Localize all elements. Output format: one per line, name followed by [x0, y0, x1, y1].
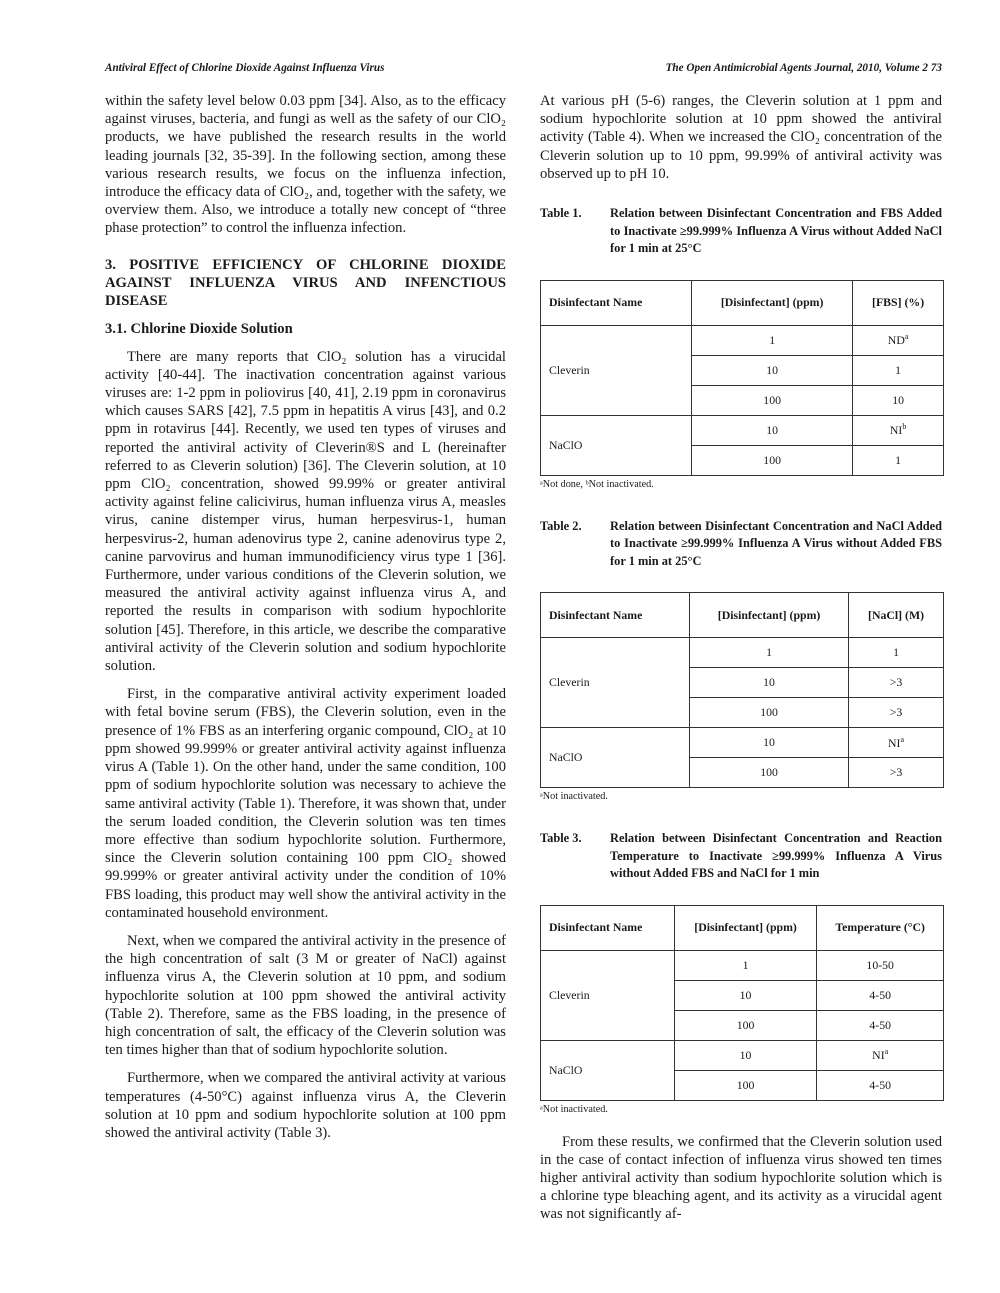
value-cell: 10-50 — [817, 950, 944, 980]
value-cell: 10 — [853, 385, 944, 415]
value-cell: 4-50 — [817, 980, 944, 1010]
table-row — [541, 1040, 944, 1070]
table-caption-text: Relation between Disinfectant Concentration and Reaction Temperature to Inactivate ≥99.999% Influenza A Virus without Added FBS and NaCl for 1 min — [610, 831, 942, 881]
data-table — [540, 280, 944, 476]
concentration-cell: 1 — [690, 638, 849, 668]
running-header-left: Antiviral Effect of Chlorine Dioxide Against Influenza Virus — [105, 62, 385, 74]
table-label: Table 2. — [540, 518, 582, 533]
paragraph: At various pH (5-6) ranges, the Cleverin solution at 1 ppm and sodium hypochlorite solution at 10 ppm showed the antiviral activity (Table 4). When we increased the ClO₂ concentration of the Cleverin solution up to 10 ppm, 99.99% of antiviral activity was observed up to pH 10. — [540, 93, 942, 182]
subsection-heading: 3.1. Chlorine Dioxide Solution — [105, 320, 293, 337]
paragraph: Next, when we compared the antiviral activity in the presence of the high concentration of salt (3 M or greater of NaCl) against influenza virus A, the Cleverin solution at 10 ppm, and sodium hypochlorite solution at 100 ppm showed the antiviral activity (Table 2). Therefore, same as the FBS loading, in the presence of high concentration of salt, the efficacy of the Cleverin solution was ten times higher than that of sodium hypochlorite solution. — [105, 932, 506, 1059]
concentration-cell: 100 — [692, 385, 853, 415]
table-footnote: ᵃNot inactivated. — [540, 1103, 608, 1115]
paragraph: within the safety level below 0.03 ppm [34]. Also, as to the efficacy against viruses, bacteria, and fungi as well as the safety of our ClO₂ products, we have published the research results in the world leading journals [32, 35-39]. In the following section, among these various research results, we focus on the influenza infection, introduce the efficacy data of ClO₂, and, together with the safety, we overview them. Also, we introduce a totally new concept of “three phase protection” to control the influenza infection. — [105, 93, 506, 237]
disinfectant-name-cell: Cleverin — [541, 950, 675, 1040]
value-cell: >3 — [849, 758, 944, 788]
data-table — [540, 592, 944, 788]
table-caption-text: Relation between Disinfectant Concentration and NaCl Added to Inactivate ≥99.999% Influenza A Virus without Added FBS for 1 min at 25°C — [610, 518, 942, 568]
table-label: Table 1. — [540, 206, 582, 221]
paragraph: There are many reports that ClO₂ solution has a virucidal activity [40-44]. The inactivation concentration against various viruses are: 1-2 ppm in poliovirus [40, 41], 2.19 ppm in coronavirus which causes SARS [42], 7.5 ppm in hepatitis A virus [43], and 0.2 ppm in rotavirus [44]. Recently, we used ten types of viruses and reported the antiviral activity of Cleverin®S and L (hereinafter referred to as Cleverin solution) [36]. The Cleverin solution, at 10 ppm ClO₂ concentration, showed 99.99% or greater antiviral activity against feline calicivirus, human influenza virus A, measles virus, canine distemper virus, human herpesvirus-1, human herpesvirus-2, human adenovirus type 2, canine adenovirus type 2, canine parvovirus and human immunodificiency virus type 1 [36]. Furthermore, under various conditions of the Cleverin solution, we measured the antiviral activity against influenza virus A, and reported the results in comparison with sodium hypochlorite solution [45]. Therefore, in this article, we describe the comparative antiviral activity of the Cleverin solution and sodium hypochlorite solution. — [105, 348, 506, 675]
table-header-row — [541, 593, 944, 638]
value-cell: >3 — [849, 698, 944, 728]
table-caption — [540, 205, 942, 258]
concentration-cell: 100 — [690, 698, 849, 728]
paragraph: From these results, we confirmed that the Cleverin solution used in the case of contact infection of influenza virus showed ten times higher antiviral activity than sodium hypochlorite solution which is a chlorine type bleaching agent, and its activity as a virucidal agent was not significantly af- — [540, 1133, 942, 1223]
running-header-right: The Open Antimicrobial Agents Journal, 2010, Volume 2 73 — [665, 62, 942, 74]
concentration-cell: 100 — [692, 445, 853, 475]
concentration-cell: 1 — [692, 325, 853, 355]
value-cell: $ND^a$ — [853, 325, 944, 355]
table-footnote: ᵃNot inactivated. — [540, 791, 608, 803]
disinfectant-name-cell: NaClO — [541, 1040, 675, 1100]
column-header: Disinfectant Name — [541, 280, 692, 325]
paragraph: Furthermore, when we compared the antiviral activity at various temperatures (4-50°C) against influenza virus A, the Cleverin solution at 10 ppm and sodium hypochlorite solution at 100 ppm showed the antiviral activity (Table 3). — [105, 1070, 506, 1141]
concentration-cell: 10 — [690, 668, 849, 698]
section-heading: 3. POSITIVE EFFICIENCY OF CHLORINE DIOXIDE AGAINST INFLUENZA VIRUS AND INFENCTIOUS DISEASE — [105, 256, 506, 309]
table-caption — [540, 518, 942, 571]
disinfectant-name-cell: NaClO — [541, 415, 692, 475]
column-header: Temperature (°C) — [817, 905, 944, 950]
value-cell: 1 — [849, 638, 944, 668]
concentration-cell: 10 — [690, 728, 849, 758]
column-header: [Disinfectant] (ppm) — [692, 280, 853, 325]
table-label: Table 3. — [540, 831, 582, 846]
value-cell: $NI^b$ — [853, 415, 944, 445]
concentration-cell: 10 — [692, 415, 853, 445]
concentration-cell: 100 — [690, 758, 849, 788]
paragraph: First, in the comparative antiviral activity experiment loaded with fetal bovine serum (FBS), the Cleverin solution, even in the presence of 1% FBS as an interfering organic compound, ClO₂ at 10 ppm showed 99.999% or greater antiviral activity against influenza virus A (Table 1). On the other hand, under the same condition, 100 ppm of sodium hypochlorite solution was necessary to achieve the same antiviral activity (Table 1). Therefore, it was shown that, under the serum loaded condition, the Cleverin solution was ten times more effective than sodium hypochlorite solution. Furthermore, since the Cleverin solution containing 100 ppm ClO₂ showed 99.999% or greater antiviral activity under the condition of 10% FBS loading, this product may well show the antiviral activity in the contaminated household environment. — [105, 686, 506, 921]
table-row — [541, 950, 944, 980]
table-row — [541, 728, 944, 758]
concentration-cell: 10 — [692, 355, 853, 385]
table-row — [541, 415, 944, 445]
column-header: [NaCl] (M) — [849, 593, 944, 638]
column-header: Disinfectant Name — [541, 905, 675, 950]
concentration-cell: 10 — [674, 980, 817, 1010]
value-cell: 4-50 — [817, 1010, 944, 1040]
column-header: [Disinfectant] (ppm) — [690, 593, 849, 638]
disinfectant-name-cell: NaClO — [541, 728, 690, 788]
table-footnote: ᵃNot done, ᵇNot inactivated. — [540, 478, 654, 490]
concentration-cell: 100 — [674, 1010, 817, 1040]
value-cell: 1 — [853, 445, 944, 475]
disinfectant-name-cell: Cleverin — [541, 638, 690, 728]
column-header: Disinfectant Name — [541, 593, 690, 638]
concentration-cell: 1 — [674, 950, 817, 980]
table-caption — [540, 830, 942, 883]
value-cell: 4-50 — [817, 1070, 944, 1100]
value-cell: 1 — [853, 355, 944, 385]
table-row — [541, 325, 944, 355]
table-row — [541, 638, 944, 668]
table-3-block — [540, 830, 942, 1115]
column-header: [Disinfectant] (ppm) — [674, 905, 817, 950]
table-caption-text: Relation between Disinfectant Concentration and FBS Added to Inactivate ≥99.999% Influenza A Virus without Added NaCl for 1 min at 25°C — [610, 206, 942, 256]
table-header-row — [541, 905, 944, 950]
data-table — [540, 905, 944, 1101]
value-cell: $NI^a$ — [817, 1040, 944, 1070]
value-cell: $NI^a$ — [849, 728, 944, 758]
table-2-block — [540, 518, 942, 803]
column-header: [FBS] (%) — [853, 280, 944, 325]
value-cell: >3 — [849, 668, 944, 698]
concentration-cell: 10 — [674, 1040, 817, 1070]
table-1-block — [540, 205, 942, 490]
concentration-cell: 100 — [674, 1070, 817, 1100]
right-column — [540, 92, 942, 1224]
disinfectant-name-cell: Cleverin — [541, 325, 692, 415]
table-header-row — [541, 280, 944, 325]
left-column — [105, 92, 506, 1142]
